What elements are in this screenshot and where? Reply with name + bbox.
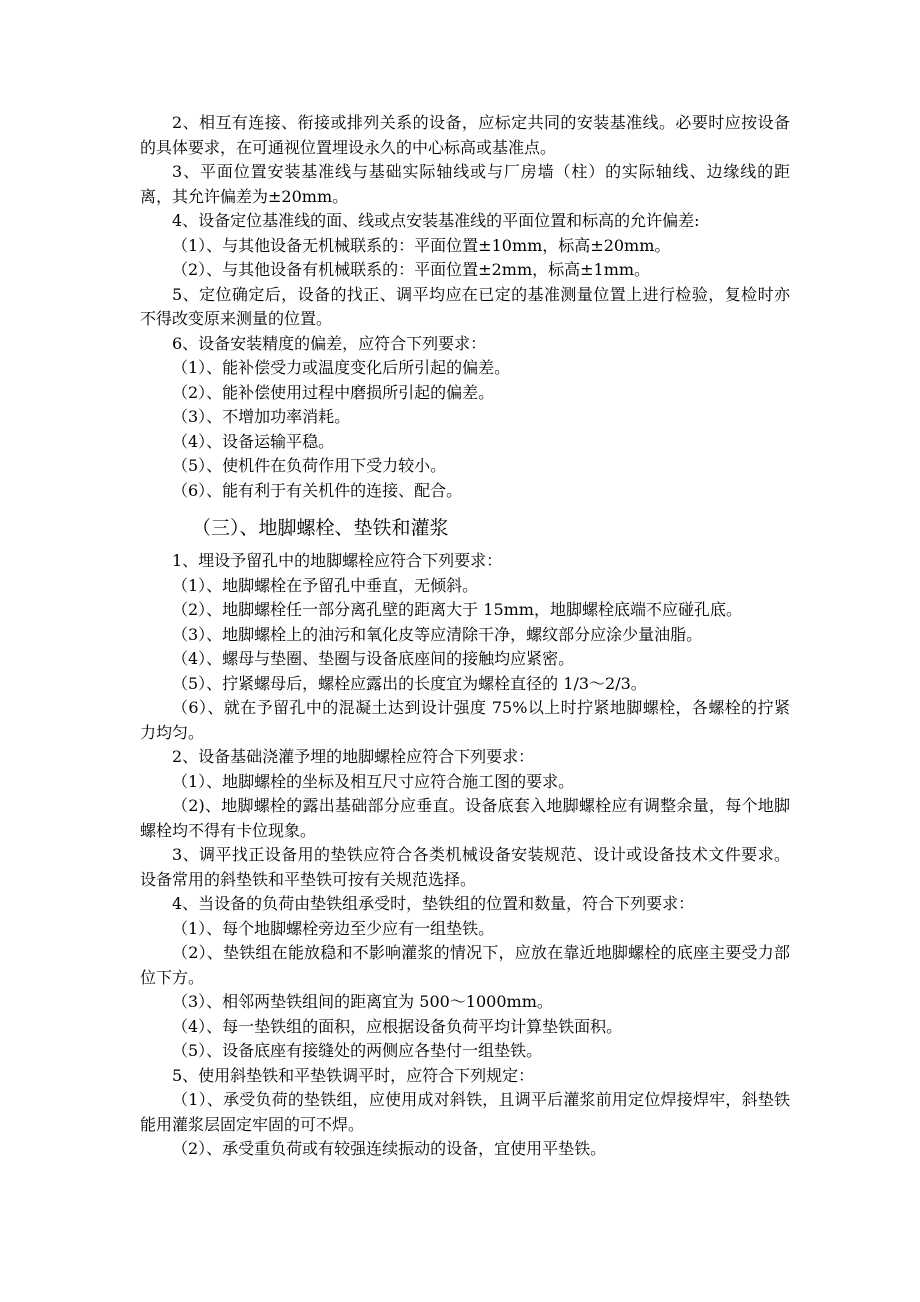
paragraph: （6）、能有利于有关机件的连接、配合。 xyxy=(172,480,463,500)
paragraph: （2）、能补偿使用过程中磨损所引起的偏差。 xyxy=(172,382,495,402)
paragraph: （2）、承受重负荷或有较强连续振动的设备，宜使用平垫铁。 xyxy=(172,1139,607,1158)
paragraph-group-bottom xyxy=(140,549,790,1162)
paragraph: （1）、地脚螺栓的坐标及相互尺寸应符合施工图的要求。 xyxy=(172,771,575,791)
paragraph: （3）、不增加功率消耗。 xyxy=(172,407,351,426)
paragraph: （5）、使机件在负荷作用下受力较小。 xyxy=(172,456,447,475)
paragraph: （1）、每个地脚螺栓旁边至少应有一组垫铁。 xyxy=(172,918,495,938)
paragraph: （1）、与其他设备无机械联系的：平面位置±10mm，标高±20mm。 xyxy=(172,235,671,255)
paragraph: （3）、相邻两垫铁组间的距离宜为 500～1000mm。 xyxy=(172,992,553,1011)
paragraph: 6、设备安装精度的偏差，应符合下列要求： xyxy=(172,333,487,353)
paragraph: （1）、承受负荷的垫铁组，应使用成对斜铁，且调平后灌浆前用定位焊接焊牢，斜垫铁能用灌浆层固定牢固的可不焊。 xyxy=(140,1090,790,1134)
paragraph: （2）、垫铁组在能放稳和不影响灌浆的情况下，应放在靠近地脚螺栓的底座主要受力部位下方。 xyxy=(140,943,790,987)
section-heading: （三）、地脚螺栓、垫铁和灌浆 xyxy=(192,517,449,539)
paragraph: （1）、能补偿受力或温度变化后所引起的偏差。 xyxy=(172,358,511,377)
paragraph: （6）、就在予留孔中的混凝土达到设计强度 75%以上时拧紧地脚螺栓，各螺栓的拧紧力均匀。 xyxy=(140,698,790,742)
paragraph: 3、平面位置安装基准线与基础实际轴线或与厂房墙（柱）的实际轴线、边缘线的距离，其允许偏差为±20mm。 xyxy=(140,162,790,206)
paragraph: （2）、地脚螺栓任一部分离孔壁的距离大于 15mm，地脚螺栓底端不应碰孔底。 xyxy=(172,600,742,619)
paragraph: （2）、与其他设备有机械联系的：平面位置±2mm，标高±1mm。 xyxy=(172,260,651,279)
paragraph: 5、使用斜垫铁和平垫铁调平时，应符合下列规定： xyxy=(172,1065,535,1085)
paragraph: 1、埋设予留孔中的地脚螺栓应符合下列要求： xyxy=(172,551,503,570)
paragraph: （2)、地脚螺栓的露出基础部分应垂直。设备底套入地脚螺栓应有调整余量，每个地脚螺栓均不得有卡位现象。 xyxy=(140,796,790,840)
paragraph: （4）、设备运输平稳。 xyxy=(172,431,335,451)
paragraph: （1）、地脚螺栓在予留孔中垂直，无倾斜。 xyxy=(172,575,479,595)
paragraph: 3、调平找正设备用的垫铁应符合各类机械设备安装规范、设计或设备技术文件要求。设备常用的斜垫铁和平垫铁可按有关规范选择。 xyxy=(140,845,790,889)
document-page xyxy=(140,111,790,1162)
paragraph: 4、当设备的负荷由垫铁组承受时，垫铁组的位置和数量，符合下列要求： xyxy=(172,894,695,913)
paragraph: 2、相互有连接、衔接或排列关系的设备，应标定共同的安装基准线。必要时应按设备的具体要求，在可通视位置埋设永久的中心标高或基准点。 xyxy=(140,113,790,157)
paragraph: （5）、拧紧螺母后，螺栓应露出的长度宜为螺栓直径的 1/3～2/3。 xyxy=(172,673,647,693)
paragraph: 4、设备定位基准线的面、线或点安装基准线的平面位置和标高的允许偏差: xyxy=(172,211,700,230)
paragraph: （3）、地脚螺栓上的油污和氧化皮等应清除干净，螺纹部分应涂少量油脂。 xyxy=(172,624,703,644)
paragraph: （5）、设备底座有接缝处的两侧应各垫付一组垫铁。 xyxy=(172,1041,543,1060)
paragraph: （4）、每一垫铁组的面积，应根据设备负荷平均计算垫铁面积。 xyxy=(172,1016,623,1036)
paragraph: 5、定位确定后，设备的找正、调平均应在已定的基准测量位置上进行检验，复检时亦不得改变原来测量的位置。 xyxy=(140,284,790,328)
paragraph: （4）、螺母与垫圈、垫圈与设备底座间的接触均应紧密。 xyxy=(172,649,575,668)
paragraph-group-top xyxy=(140,111,790,503)
paragraph: 2、设备基础浇灌予埋的地脚螺栓应符合下列要求： xyxy=(172,747,535,766)
